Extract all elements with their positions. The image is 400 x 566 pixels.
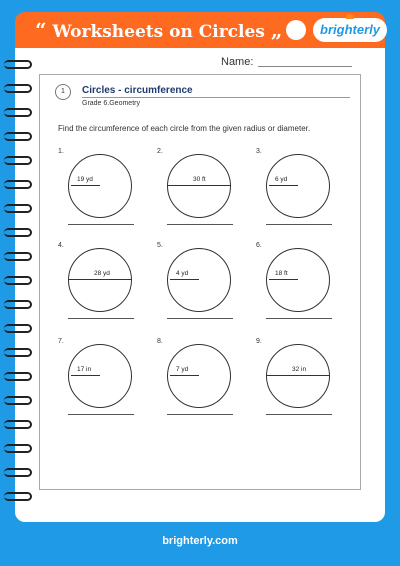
circle-shape [266, 154, 330, 218]
problem-item [256, 338, 348, 432]
diameter-line [266, 375, 330, 376]
circle-shape [167, 344, 231, 408]
circle-shape [167, 248, 231, 312]
spiral-ring [4, 108, 32, 117]
problem-number: 9. [256, 338, 262, 345]
spiral-ring [4, 348, 32, 357]
spiral-ring [4, 468, 32, 477]
worksheet-title [35, 18, 282, 42]
spiral-binding [0, 60, 35, 510]
answer-line[interactable] [68, 318, 134, 319]
white-dot-icon [286, 20, 306, 40]
problem-number: 8. [157, 338, 163, 345]
spiral-ring [4, 204, 32, 213]
measurement-label: 7 yd [176, 366, 189, 373]
answer-line[interactable] [68, 414, 134, 415]
diameter-line [68, 279, 132, 280]
spiral-ring [4, 372, 32, 381]
problem-item [157, 338, 249, 432]
spiral-ring [4, 252, 32, 261]
open-quote-icon: “ [35, 18, 47, 42]
section-title: Circles - circumference [82, 85, 193, 96]
radius-line [71, 375, 100, 376]
answer-line[interactable] [266, 318, 332, 319]
problem-item [256, 242, 348, 336]
answer-line[interactable] [167, 414, 233, 415]
measurement-label: 19 yd [77, 176, 93, 183]
spiral-ring [4, 84, 32, 93]
measurement-label: 6 yd [275, 176, 288, 183]
circle-shape [68, 248, 132, 312]
answer-line[interactable] [68, 224, 134, 225]
problem-number: 5. [157, 242, 163, 249]
measurement-label: 17 in [77, 366, 92, 373]
circle-shape [266, 344, 330, 408]
spiral-ring [4, 396, 32, 405]
problem-number: 2. [157, 148, 163, 155]
spiral-ring [4, 132, 32, 141]
problem-number: 7. [58, 338, 64, 345]
spiral-ring [4, 324, 32, 333]
name-label: Name: [221, 56, 254, 68]
diameter-line [167, 185, 231, 186]
spiral-ring [4, 60, 32, 69]
measurement-label: 4 yd [176, 270, 189, 277]
answer-line[interactable] [266, 224, 332, 225]
spiral-ring [4, 228, 32, 237]
grade-label: Grade 6.Geometry [82, 100, 140, 107]
circle-shape [167, 154, 231, 218]
footer-url[interactable]: brighterly.com [162, 535, 238, 547]
problem-number: 1. [58, 148, 64, 155]
instructions: Find the circumference of each circle from the given radius or diameter. [58, 124, 311, 133]
spiral-ring [4, 156, 32, 165]
title-divider [82, 97, 350, 98]
problem-item [157, 242, 249, 336]
spiral-ring [4, 276, 32, 285]
worksheet-title-text: Worksheets on Circles [52, 22, 265, 42]
problem-item [58, 148, 150, 242]
logo-text: brighterly [320, 22, 380, 37]
answer-line[interactable] [167, 224, 233, 225]
spiral-ring [4, 444, 32, 453]
circle-shape [68, 154, 132, 218]
problem-number: 6. [256, 242, 262, 249]
spiral-ring [4, 180, 32, 189]
radius-line [170, 375, 199, 376]
answer-line[interactable] [167, 318, 233, 319]
section-number-badge: 1 [55, 84, 71, 100]
spiral-ring [4, 300, 32, 309]
radius-line [269, 185, 298, 186]
problem-item [157, 148, 249, 242]
close-quote-icon: „ [270, 18, 283, 42]
measurement-label: 18 ft [275, 270, 288, 277]
problem-number: 4. [58, 242, 64, 249]
radius-line [71, 185, 100, 186]
measurement-label: 32 in [292, 366, 307, 373]
problem-item [256, 148, 348, 242]
problem-item [58, 242, 150, 336]
circle-shape [68, 344, 132, 408]
problem-number: 3. [256, 148, 262, 155]
spiral-ring [4, 420, 32, 429]
answer-line[interactable] [266, 414, 332, 415]
spiral-ring [4, 492, 32, 501]
problem-item [58, 338, 150, 432]
brighterly-logo [313, 18, 387, 42]
radius-line [170, 279, 199, 280]
circle-shape [266, 248, 330, 312]
measurement-label: 30 ft [193, 176, 206, 183]
radius-line [269, 279, 298, 280]
name-field-line[interactable] [258, 66, 352, 67]
measurement-label: 28 yd [94, 270, 110, 277]
